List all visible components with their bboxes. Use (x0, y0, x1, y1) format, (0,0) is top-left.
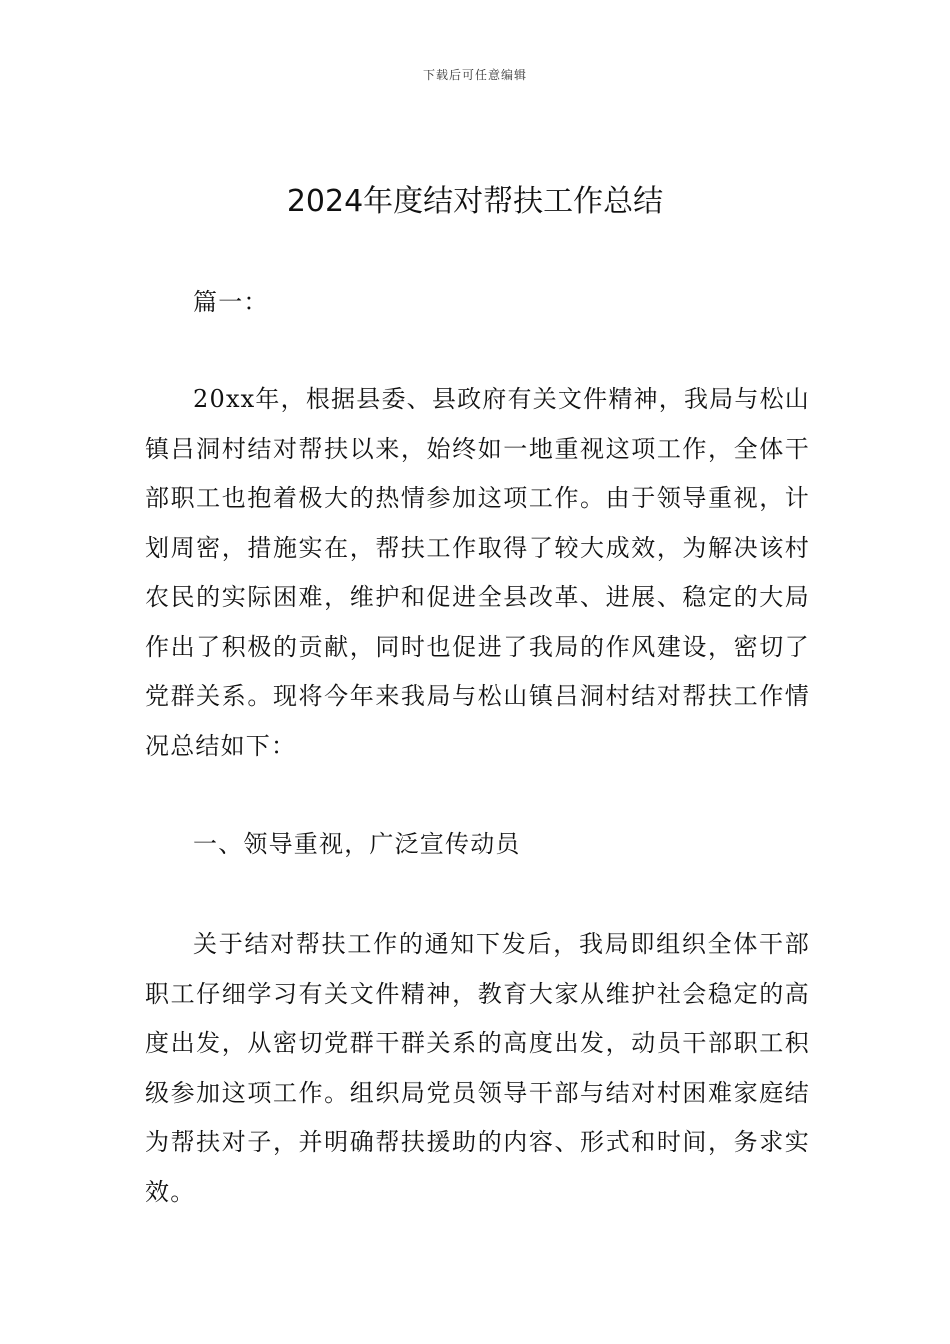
section-heading-1: 一、领导重视，广泛宣传动员 (193, 830, 521, 858)
section-label: 篇一： (193, 288, 269, 316)
header-note: 下载后可任意编辑 (422, 68, 527, 82)
intro-paragraph: 20xx年，根据县委、县政府有关文件精神，我局与松山镇吕洞村结对帮扶以来，始终如一地重视这项工作，全体干部职工也抱着极大的热情参加这项工作。由于领导重视，计划周密，措施实在，帮扶工作取得了较大成效，为解决该村农民的实际困难，维护和促进全县改革、进展、稳定的大局作出了积极的贡献，同时也促进了我局的作风建设，密切了党群关系。现将今年来我局与松山镇吕洞村结对帮扶工作情况总结如下： (145, 385, 810, 760)
document-title: 2024年度结对帮扶工作总结 (286, 184, 664, 219)
paragraph-1: 关于结对帮扶工作的通知下发后，我局即组织全体干部职工仔细学习有关文件精神，教育大家从维护社会稳定的高度出发，从密切党群干群关系的高度出发，动员干部职工积级参加这项工作。组织局党员领导干部与结对村困难家庭结为帮扶对子，并明确帮扶援助的内容、形式和时间，务求实效。 (145, 930, 810, 1206)
